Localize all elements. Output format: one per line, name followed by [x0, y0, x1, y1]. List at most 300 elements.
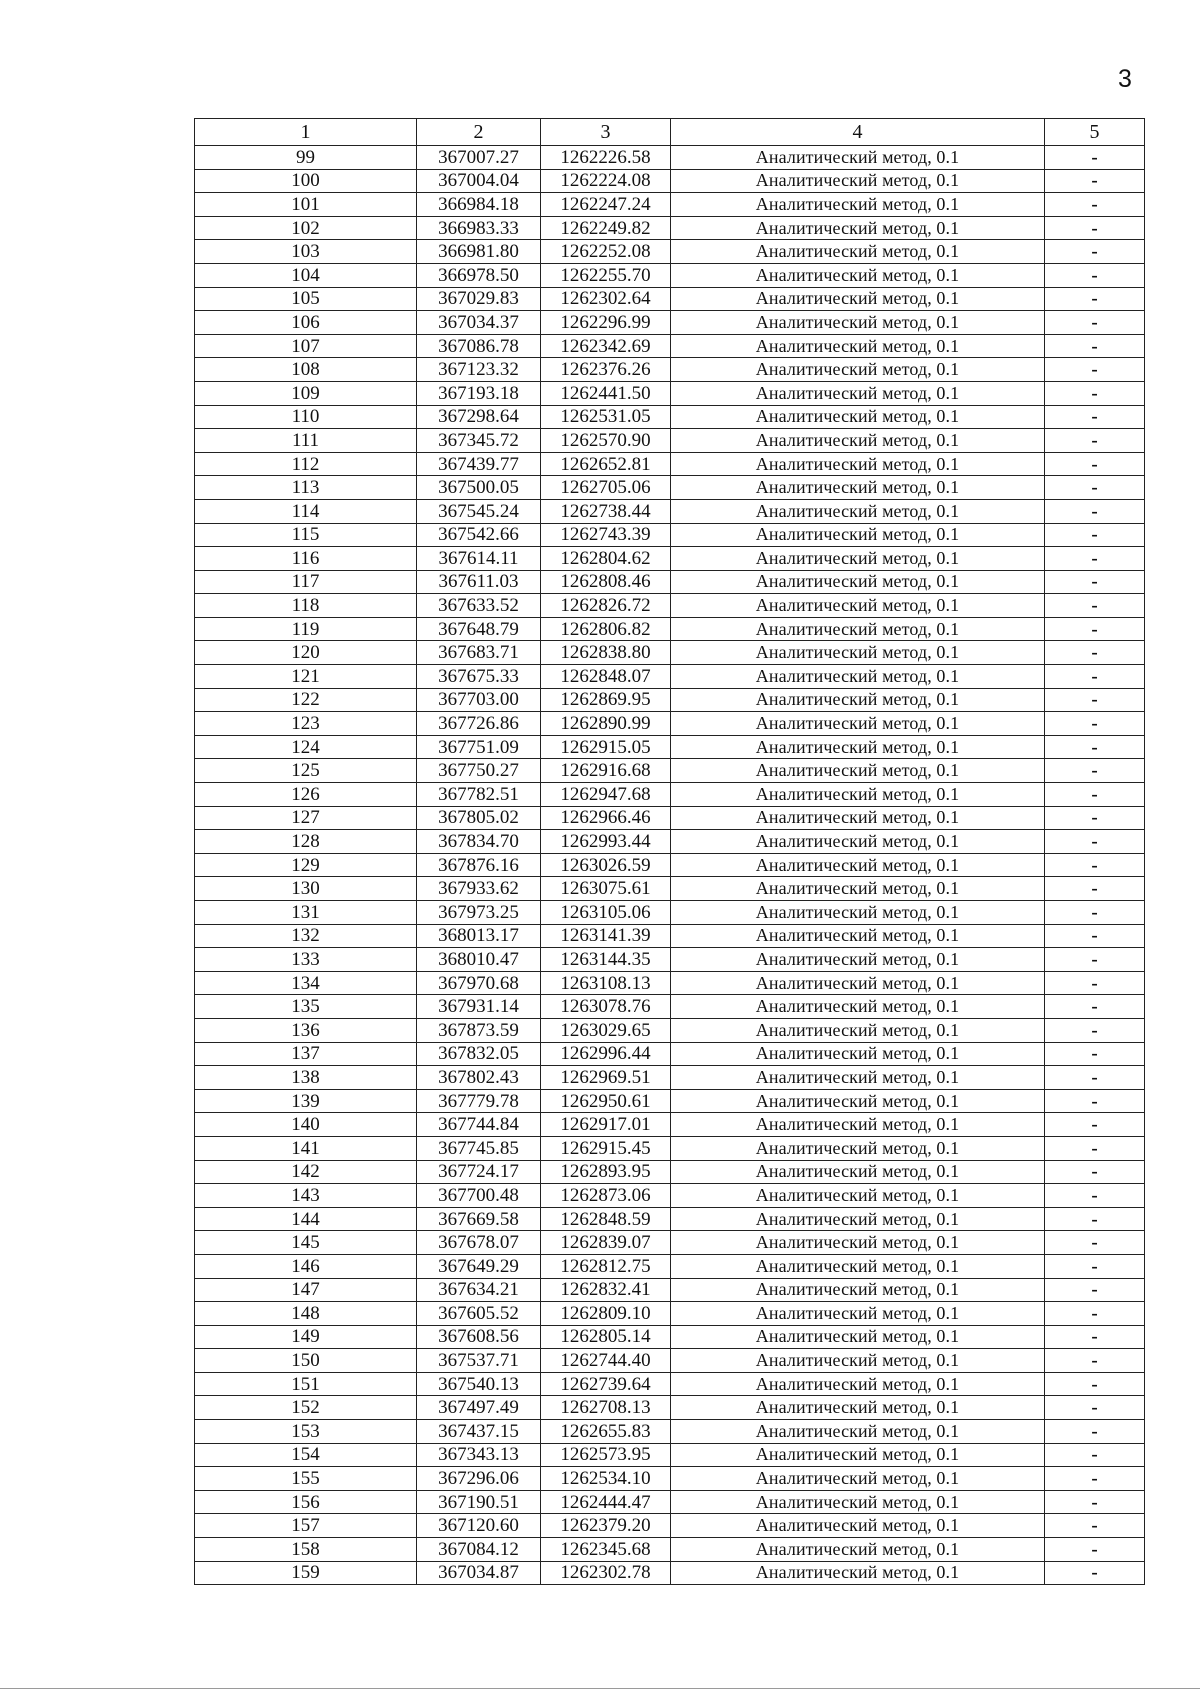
- note-cell: -: [1045, 1514, 1145, 1538]
- table-row: [195, 1514, 1145, 1538]
- table-row: [195, 830, 1145, 854]
- point-number-cell: 141: [195, 1136, 417, 1160]
- point-number-cell: 118: [195, 594, 417, 618]
- method-cell: Аналитический метод, 0.1: [671, 712, 1045, 736]
- x-coordinate-cell: 367744.84: [417, 1113, 541, 1137]
- y-coordinate-cell: 1262950.61: [541, 1089, 671, 1113]
- y-coordinate-cell: 1262226.58: [541, 146, 671, 170]
- point-number-cell: 119: [195, 617, 417, 641]
- x-coordinate-cell: 367805.02: [417, 806, 541, 830]
- note-cell: -: [1045, 1372, 1145, 1396]
- point-number-cell: 114: [195, 499, 417, 523]
- x-coordinate-cell: 367345.72: [417, 429, 541, 453]
- method-cell: Аналитический метод, 0.1: [671, 1514, 1045, 1538]
- method-cell: Аналитический метод, 0.1: [671, 240, 1045, 264]
- y-coordinate-cell: 1263108.13: [541, 971, 671, 995]
- x-coordinate-cell: 367675.33: [417, 665, 541, 689]
- y-coordinate-cell: 1262444.47: [541, 1490, 671, 1514]
- point-number-cell: 111: [195, 429, 417, 453]
- note-cell: -: [1045, 358, 1145, 382]
- y-coordinate-cell: 1262652.81: [541, 452, 671, 476]
- x-coordinate-cell: 366978.50: [417, 263, 541, 287]
- point-number-cell: 101: [195, 193, 417, 217]
- y-coordinate-cell: 1262302.78: [541, 1561, 671, 1585]
- point-number-cell: 113: [195, 476, 417, 500]
- x-coordinate-cell: 367933.62: [417, 877, 541, 901]
- y-coordinate-cell: 1263141.39: [541, 924, 671, 948]
- point-number-cell: 120: [195, 641, 417, 665]
- table-row: [195, 240, 1145, 264]
- point-number-cell: 117: [195, 570, 417, 594]
- y-coordinate-cell: 1262296.99: [541, 311, 671, 335]
- table-row: [195, 901, 1145, 925]
- point-number-cell: 138: [195, 1066, 417, 1090]
- method-cell: Аналитический метод, 0.1: [671, 381, 1045, 405]
- method-cell: Аналитический метод, 0.1: [671, 405, 1045, 429]
- y-coordinate-cell: 1262917.01: [541, 1113, 671, 1137]
- x-coordinate-cell: 367542.66: [417, 523, 541, 547]
- x-coordinate-cell: 367034.37: [417, 311, 541, 335]
- point-number-cell: 115: [195, 523, 417, 547]
- x-coordinate-cell: 366981.80: [417, 240, 541, 264]
- point-number-cell: 146: [195, 1254, 417, 1278]
- x-coordinate-cell: 367608.56: [417, 1325, 541, 1349]
- table-row: [195, 523, 1145, 547]
- note-cell: -: [1045, 1349, 1145, 1373]
- point-number-cell: 125: [195, 759, 417, 783]
- note-cell: -: [1045, 901, 1145, 925]
- note-cell: -: [1045, 806, 1145, 830]
- x-coordinate-cell: 367500.05: [417, 476, 541, 500]
- y-coordinate-cell: 1262252.08: [541, 240, 671, 264]
- point-number-cell: 99: [195, 146, 417, 170]
- column-header-5: 5: [1045, 119, 1145, 146]
- table-row: [195, 1207, 1145, 1231]
- method-cell: Аналитический метод, 0.1: [671, 1443, 1045, 1467]
- method-cell: Аналитический метод, 0.1: [671, 1325, 1045, 1349]
- method-cell: Аналитический метод, 0.1: [671, 806, 1045, 830]
- point-number-cell: 130: [195, 877, 417, 901]
- note-cell: -: [1045, 169, 1145, 193]
- x-coordinate-cell: 367193.18: [417, 381, 541, 405]
- point-number-cell: 142: [195, 1160, 417, 1184]
- x-coordinate-cell: 367084.12: [417, 1538, 541, 1562]
- point-number-cell: 108: [195, 358, 417, 382]
- x-coordinate-cell: 367700.48: [417, 1184, 541, 1208]
- x-coordinate-cell: 367086.78: [417, 334, 541, 358]
- point-number-cell: 107: [195, 334, 417, 358]
- table-row: [195, 971, 1145, 995]
- table-row: [195, 995, 1145, 1019]
- note-cell: -: [1045, 1325, 1145, 1349]
- note-cell: -: [1045, 311, 1145, 335]
- table-row: [195, 1490, 1145, 1514]
- x-coordinate-cell: 367782.51: [417, 783, 541, 807]
- note-cell: -: [1045, 995, 1145, 1019]
- x-coordinate-cell: 367634.21: [417, 1278, 541, 1302]
- point-number-cell: 100: [195, 169, 417, 193]
- x-coordinate-cell: 367605.52: [417, 1302, 541, 1326]
- note-cell: -: [1045, 263, 1145, 287]
- x-coordinate-cell: 367751.09: [417, 735, 541, 759]
- x-coordinate-cell: 367779.78: [417, 1089, 541, 1113]
- method-cell: Аналитический метод, 0.1: [671, 334, 1045, 358]
- y-coordinate-cell: 1262826.72: [541, 594, 671, 618]
- point-number-cell: 158: [195, 1538, 417, 1562]
- note-cell: -: [1045, 476, 1145, 500]
- y-coordinate-cell: 1262890.99: [541, 712, 671, 736]
- method-cell: Аналитический метод, 0.1: [671, 641, 1045, 665]
- point-number-cell: 143: [195, 1184, 417, 1208]
- bottom-rule: [0, 1688, 1200, 1689]
- y-coordinate-cell: 1262993.44: [541, 830, 671, 854]
- note-cell: -: [1045, 1018, 1145, 1042]
- note-cell: -: [1045, 1042, 1145, 1066]
- y-coordinate-cell: 1262534.10: [541, 1467, 671, 1491]
- y-coordinate-cell: 1262224.08: [541, 169, 671, 193]
- method-cell: Аналитический метод, 0.1: [671, 1538, 1045, 1562]
- note-cell: -: [1045, 1538, 1145, 1562]
- table-row: [195, 1349, 1145, 1373]
- method-cell: Аналитический метод, 0.1: [671, 877, 1045, 901]
- method-cell: Аналитический метод, 0.1: [671, 901, 1045, 925]
- x-coordinate-cell: 367724.17: [417, 1160, 541, 1184]
- note-cell: -: [1045, 1254, 1145, 1278]
- method-cell: Аналитический метод, 0.1: [671, 1254, 1045, 1278]
- method-cell: Аналитический метод, 0.1: [671, 1207, 1045, 1231]
- point-number-cell: 126: [195, 783, 417, 807]
- x-coordinate-cell: 367750.27: [417, 759, 541, 783]
- note-cell: -: [1045, 783, 1145, 807]
- note-cell: -: [1045, 665, 1145, 689]
- table-row: [195, 853, 1145, 877]
- y-coordinate-cell: 1262345.68: [541, 1538, 671, 1562]
- column-header-2: 2: [417, 119, 541, 146]
- x-coordinate-cell: 366984.18: [417, 193, 541, 217]
- y-coordinate-cell: 1262996.44: [541, 1042, 671, 1066]
- x-coordinate-cell: 367802.43: [417, 1066, 541, 1090]
- note-cell: -: [1045, 971, 1145, 995]
- table-row: [195, 1372, 1145, 1396]
- point-number-cell: 128: [195, 830, 417, 854]
- note-cell: -: [1045, 523, 1145, 547]
- table-row: [195, 688, 1145, 712]
- x-coordinate-cell: 368010.47: [417, 948, 541, 972]
- table-row: [195, 1018, 1145, 1042]
- point-number-cell: 157: [195, 1514, 417, 1538]
- note-cell: -: [1045, 1490, 1145, 1514]
- point-number-cell: 151: [195, 1372, 417, 1396]
- method-cell: Аналитический метод, 0.1: [671, 1018, 1045, 1042]
- method-cell: Аналитический метод, 0.1: [671, 1184, 1045, 1208]
- note-cell: -: [1045, 1113, 1145, 1137]
- y-coordinate-cell: 1262839.07: [541, 1231, 671, 1255]
- x-coordinate-cell: 367832.05: [417, 1042, 541, 1066]
- point-number-cell: 132: [195, 924, 417, 948]
- method-cell: Аналитический метод, 0.1: [671, 995, 1045, 1019]
- method-cell: Аналитический метод, 0.1: [671, 830, 1045, 854]
- note-cell: -: [1045, 1184, 1145, 1208]
- method-cell: Аналитический метод, 0.1: [671, 1089, 1045, 1113]
- y-coordinate-cell: 1262531.05: [541, 405, 671, 429]
- method-cell: Аналитический метод, 0.1: [671, 1136, 1045, 1160]
- method-cell: Аналитический метод, 0.1: [671, 1042, 1045, 1066]
- note-cell: -: [1045, 1089, 1145, 1113]
- note-cell: -: [1045, 1231, 1145, 1255]
- method-cell: Аналитический метод, 0.1: [671, 1113, 1045, 1137]
- note-cell: -: [1045, 853, 1145, 877]
- x-coordinate-cell: 367540.13: [417, 1372, 541, 1396]
- note-cell: -: [1045, 146, 1145, 170]
- table-row: [195, 641, 1145, 665]
- note-cell: -: [1045, 617, 1145, 641]
- note-cell: -: [1045, 287, 1145, 311]
- table-row: [195, 1254, 1145, 1278]
- y-coordinate-cell: 1262812.75: [541, 1254, 671, 1278]
- y-coordinate-cell: 1262441.50: [541, 381, 671, 405]
- table-row: [195, 169, 1145, 193]
- table-row: [195, 287, 1145, 311]
- note-cell: -: [1045, 216, 1145, 240]
- table-row: [195, 1467, 1145, 1491]
- note-cell: -: [1045, 1561, 1145, 1585]
- note-cell: -: [1045, 405, 1145, 429]
- table-row: [195, 1231, 1145, 1255]
- note-cell: -: [1045, 499, 1145, 523]
- table-row: [195, 476, 1145, 500]
- note-cell: -: [1045, 877, 1145, 901]
- x-coordinate-cell: 366983.33: [417, 216, 541, 240]
- method-cell: Аналитический метод, 0.1: [671, 452, 1045, 476]
- column-header-3: 3: [541, 119, 671, 146]
- y-coordinate-cell: 1262804.62: [541, 547, 671, 571]
- y-coordinate-cell: 1262744.40: [541, 1349, 671, 1373]
- x-coordinate-cell: 367123.32: [417, 358, 541, 382]
- note-cell: -: [1045, 1302, 1145, 1326]
- table-row: [195, 1302, 1145, 1326]
- x-coordinate-cell: 368013.17: [417, 924, 541, 948]
- table-row: [195, 1443, 1145, 1467]
- y-coordinate-cell: 1262573.95: [541, 1443, 671, 1467]
- note-cell: -: [1045, 547, 1145, 571]
- table-body: [195, 146, 1145, 1585]
- method-cell: Аналитический метод, 0.1: [671, 1349, 1045, 1373]
- point-number-cell: 124: [195, 735, 417, 759]
- x-coordinate-cell: 367298.64: [417, 405, 541, 429]
- table-row: [195, 405, 1145, 429]
- point-number-cell: 148: [195, 1302, 417, 1326]
- method-cell: Аналитический метод, 0.1: [671, 688, 1045, 712]
- table-row: [195, 924, 1145, 948]
- point-number-cell: 140: [195, 1113, 417, 1137]
- method-cell: Аналитический метод, 0.1: [671, 1396, 1045, 1420]
- method-cell: Аналитический метод, 0.1: [671, 783, 1045, 807]
- note-cell: -: [1045, 334, 1145, 358]
- method-cell: Аналитический метод, 0.1: [671, 547, 1045, 571]
- note-cell: -: [1045, 1420, 1145, 1444]
- point-number-cell: 137: [195, 1042, 417, 1066]
- table-row: [195, 1136, 1145, 1160]
- note-cell: -: [1045, 240, 1145, 264]
- y-coordinate-cell: 1262806.82: [541, 617, 671, 641]
- y-coordinate-cell: 1262808.46: [541, 570, 671, 594]
- y-coordinate-cell: 1262848.59: [541, 1207, 671, 1231]
- x-coordinate-cell: 367678.07: [417, 1231, 541, 1255]
- x-coordinate-cell: 367648.79: [417, 617, 541, 641]
- method-cell: Аналитический метод, 0.1: [671, 853, 1045, 877]
- table-row: [195, 1113, 1145, 1137]
- y-coordinate-cell: 1262809.10: [541, 1302, 671, 1326]
- table-row: [195, 216, 1145, 240]
- method-cell: Аналитический метод, 0.1: [671, 287, 1045, 311]
- y-coordinate-cell: 1262915.05: [541, 735, 671, 759]
- x-coordinate-cell: 367611.03: [417, 570, 541, 594]
- table-row: [195, 1420, 1145, 1444]
- y-coordinate-cell: 1262966.46: [541, 806, 671, 830]
- method-cell: Аналитический метод, 0.1: [671, 948, 1045, 972]
- point-number-cell: 154: [195, 1443, 417, 1467]
- point-number-cell: 116: [195, 547, 417, 571]
- x-coordinate-cell: 367834.70: [417, 830, 541, 854]
- table-row: [195, 499, 1145, 523]
- column-header-4: 4: [671, 119, 1045, 146]
- x-coordinate-cell: 367343.13: [417, 1443, 541, 1467]
- point-number-cell: 121: [195, 665, 417, 689]
- method-cell: Аналитический метод, 0.1: [671, 358, 1045, 382]
- note-cell: -: [1045, 688, 1145, 712]
- x-coordinate-cell: 367296.06: [417, 1467, 541, 1491]
- y-coordinate-cell: 1262915.45: [541, 1136, 671, 1160]
- method-cell: Аналитический метод, 0.1: [671, 735, 1045, 759]
- x-coordinate-cell: 367497.49: [417, 1396, 541, 1420]
- y-coordinate-cell: 1262805.14: [541, 1325, 671, 1349]
- x-coordinate-cell: 367931.14: [417, 995, 541, 1019]
- method-cell: Аналитический метод, 0.1: [671, 263, 1045, 287]
- y-coordinate-cell: 1262739.64: [541, 1372, 671, 1396]
- method-cell: Аналитический метод, 0.1: [671, 570, 1045, 594]
- note-cell: -: [1045, 594, 1145, 618]
- y-coordinate-cell: 1262247.24: [541, 193, 671, 217]
- table-row: [195, 759, 1145, 783]
- point-number-cell: 102: [195, 216, 417, 240]
- y-coordinate-cell: 1262708.13: [541, 1396, 671, 1420]
- x-coordinate-cell: 367007.27: [417, 146, 541, 170]
- y-coordinate-cell: 1262249.82: [541, 216, 671, 240]
- point-number-cell: 105: [195, 287, 417, 311]
- point-number-cell: 131: [195, 901, 417, 925]
- table-row: [195, 1325, 1145, 1349]
- y-coordinate-cell: 1263144.35: [541, 948, 671, 972]
- x-coordinate-cell: 367120.60: [417, 1514, 541, 1538]
- point-number-cell: 106: [195, 311, 417, 335]
- method-cell: Аналитический метод, 0.1: [671, 429, 1045, 453]
- table-header: [195, 119, 1145, 146]
- table-row: [195, 570, 1145, 594]
- table-row: [195, 617, 1145, 641]
- y-coordinate-cell: 1262655.83: [541, 1420, 671, 1444]
- note-cell: -: [1045, 641, 1145, 665]
- note-cell: -: [1045, 1066, 1145, 1090]
- x-coordinate-cell: 367649.29: [417, 1254, 541, 1278]
- method-cell: Аналитический метод, 0.1: [671, 1066, 1045, 1090]
- table-row: [195, 1066, 1145, 1090]
- table-row: [195, 712, 1145, 736]
- y-coordinate-cell: 1262848.07: [541, 665, 671, 689]
- method-cell: Аналитический метод, 0.1: [671, 759, 1045, 783]
- y-coordinate-cell: 1262838.80: [541, 641, 671, 665]
- point-number-cell: 110: [195, 405, 417, 429]
- table-row: [195, 594, 1145, 618]
- y-coordinate-cell: 1262705.06: [541, 476, 671, 500]
- x-coordinate-cell: 367876.16: [417, 853, 541, 877]
- x-coordinate-cell: 367439.77: [417, 452, 541, 476]
- note-cell: -: [1045, 830, 1145, 854]
- point-number-cell: 147: [195, 1278, 417, 1302]
- point-number-cell: 127: [195, 806, 417, 830]
- note-cell: -: [1045, 1207, 1145, 1231]
- method-cell: Аналитический метод, 0.1: [671, 971, 1045, 995]
- x-coordinate-cell: 367614.11: [417, 547, 541, 571]
- header-row: [195, 119, 1145, 146]
- table-row: [195, 1089, 1145, 1113]
- method-cell: Аналитический метод, 0.1: [671, 1160, 1045, 1184]
- y-coordinate-cell: 1262570.90: [541, 429, 671, 453]
- point-number-cell: 139: [195, 1089, 417, 1113]
- y-coordinate-cell: 1262869.95: [541, 688, 671, 712]
- note-cell: -: [1045, 924, 1145, 948]
- point-number-cell: 129: [195, 853, 417, 877]
- method-cell: Аналитический метод, 0.1: [671, 523, 1045, 547]
- y-coordinate-cell: 1262342.69: [541, 334, 671, 358]
- point-number-cell: 145: [195, 1231, 417, 1255]
- method-cell: Аналитический метод, 0.1: [671, 146, 1045, 170]
- y-coordinate-cell: 1262379.20: [541, 1514, 671, 1538]
- table-row: [195, 358, 1145, 382]
- table-row: [195, 1278, 1145, 1302]
- note-cell: -: [1045, 381, 1145, 405]
- method-cell: Аналитический метод, 0.1: [671, 1561, 1045, 1585]
- y-coordinate-cell: 1262743.39: [541, 523, 671, 547]
- x-coordinate-cell: 367683.71: [417, 641, 541, 665]
- y-coordinate-cell: 1263105.06: [541, 901, 671, 925]
- y-coordinate-cell: 1262893.95: [541, 1160, 671, 1184]
- x-coordinate-cell: 367034.87: [417, 1561, 541, 1585]
- point-number-cell: 144: [195, 1207, 417, 1231]
- point-number-cell: 159: [195, 1561, 417, 1585]
- method-cell: Аналитический метод, 0.1: [671, 311, 1045, 335]
- table-row: [195, 1538, 1145, 1562]
- table-row: [195, 311, 1145, 335]
- x-coordinate-cell: 367745.85: [417, 1136, 541, 1160]
- x-coordinate-cell: 367029.83: [417, 287, 541, 311]
- x-coordinate-cell: 367190.51: [417, 1490, 541, 1514]
- table-row: [195, 1396, 1145, 1420]
- x-coordinate-cell: 367437.15: [417, 1420, 541, 1444]
- point-number-cell: 133: [195, 948, 417, 972]
- point-number-cell: 123: [195, 712, 417, 736]
- x-coordinate-cell: 367004.04: [417, 169, 541, 193]
- point-number-cell: 122: [195, 688, 417, 712]
- coordinates-table-container: [194, 118, 1144, 1585]
- note-cell: -: [1045, 1278, 1145, 1302]
- point-number-cell: 112: [195, 452, 417, 476]
- table-row: [195, 783, 1145, 807]
- note-cell: -: [1045, 570, 1145, 594]
- note-cell: -: [1045, 1396, 1145, 1420]
- method-cell: Аналитический метод, 0.1: [671, 1467, 1045, 1491]
- method-cell: Аналитический метод, 0.1: [671, 1231, 1045, 1255]
- x-coordinate-cell: 367545.24: [417, 499, 541, 523]
